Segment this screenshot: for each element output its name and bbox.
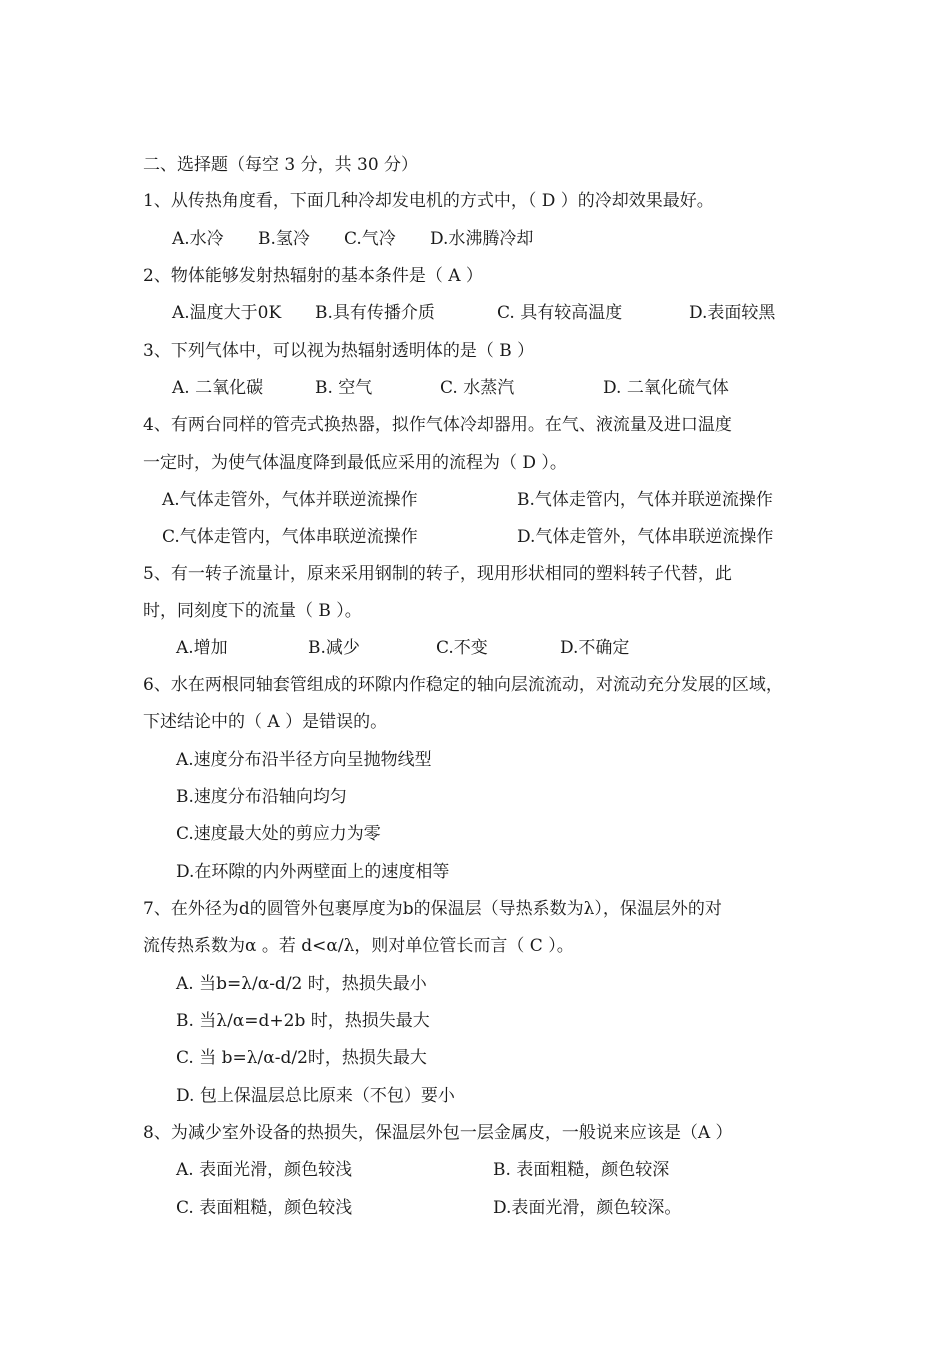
- question-5-text-line-1: 5、有一转子流量计，原来采用钢制的转子，现用形状相同的塑料转子代替，此: [143, 564, 732, 584]
- question-7-option-b: B. 当λ/α=d+2b 时，热损失最大: [176, 1011, 430, 1031]
- question-6-option-d: D.在环隙的内外两壁面上的速度相等: [176, 862, 450, 882]
- question-1-text: 1、从传热角度看，下面几种冷却发电机的方式中，（ D ）的冷却效果最好。: [143, 191, 714, 211]
- question-3-option-c: C. 水蒸汽: [440, 378, 515, 398]
- question-1-option-c: C.气冷: [344, 229, 396, 249]
- question-2-option-a: A.温度大于0K: [172, 303, 282, 323]
- question-2-option-b: B.具有传播介质: [315, 303, 435, 323]
- question-2-text: 2、物体能够发射热辐射的基本条件是（ A ）: [143, 266, 483, 286]
- question-8-option-c: C. 表面粗糙，颜色较浅: [176, 1198, 353, 1218]
- question-7-option-d: D. 包上保温层总比原来（不包）要小: [176, 1086, 455, 1106]
- question-8-option-b: B. 表面粗糙，颜色较深: [493, 1160, 670, 1180]
- question-6-text-line-1: 6、水在两根同轴套管组成的环隙内作稳定的轴向层流流动，对流动充分发展的区域，: [143, 675, 783, 695]
- question-8-option-d: D.表面光滑，颜色较深。: [493, 1198, 682, 1218]
- question-5-option-a: A.增加: [176, 638, 228, 658]
- question-4-text-line-1: 4、有两台同样的管壳式换热器，拟作气体冷却器用。在气、液流量及进口温度: [143, 415, 732, 435]
- question-6-option-c: C.速度最大处的剪应力为零: [176, 824, 381, 844]
- question-4-option-d: D.气体走管外，气体串联逆流操作: [517, 527, 774, 547]
- question-8-text: 8、为减少室外设备的热损失，保温层外包一层金属皮，一般说来应该是（A ）: [143, 1123, 733, 1143]
- question-4-option-a: A.气体走管外，气体并联逆流操作: [162, 490, 418, 510]
- question-7-option-a: A. 当b=λ/α-d/2 时，热损失最小: [176, 974, 427, 994]
- question-1-option-b: B.氢冷: [258, 229, 310, 249]
- question-6-text-line-2: 下述结论中的（ A ）是错误的。: [143, 712, 388, 732]
- question-6-option-a: A.速度分布沿半径方向呈抛物线型: [176, 750, 432, 770]
- question-1-option-d: D.水沸腾冷却: [430, 229, 534, 249]
- question-2-option-d: D.表面较黑: [689, 303, 776, 323]
- question-7-option-c: C. 当 b=λ/α-d/2时，热损失最大: [176, 1048, 427, 1068]
- question-3-text: 3、下列气体中，可以视为热辐射透明体的是（ B ）: [143, 341, 535, 361]
- question-1-option-a: A.水冷: [172, 229, 224, 249]
- question-4-option-c: C.气体走管内，气体串联逆流操作: [162, 527, 418, 547]
- question-7-text-line-1: 7、在外径为d的圆管外包裹厚度为b的保温层（导热系数为λ），保温层外的对: [143, 899, 722, 919]
- question-5-option-b: B.减少: [308, 638, 360, 658]
- question-4-option-b: B.气体走管内，气体并联逆流操作: [517, 490, 773, 510]
- question-7-text-line-2: 流传热系数为α 。若 d<α/λ，则对单位管长而言（ C ）。: [143, 936, 574, 956]
- question-2-option-c: C. 具有较高温度: [497, 303, 623, 323]
- question-5-option-d: D.不确定: [560, 638, 630, 658]
- question-4-text-line-2: 一定时，为使气体温度降到最低应采用的流程为（ D ）。: [143, 453, 567, 473]
- question-5-text-line-2: 时，同刻度下的流量（ B ）。: [143, 601, 362, 621]
- question-3-option-d: D. 二氧化硫气体: [603, 378, 729, 398]
- question-3-option-b: B. 空气: [315, 378, 373, 398]
- section-title: 二、选择题（每空 3 分，共 30 分）: [143, 155, 419, 175]
- question-5-option-c: C.不变: [436, 638, 488, 658]
- question-8-option-a: A. 表面光滑，颜色较浅: [176, 1160, 353, 1180]
- question-6-option-b: B.速度分布沿轴向均匀: [176, 787, 347, 807]
- question-3-option-a: A. 二氧化碳: [172, 378, 264, 398]
